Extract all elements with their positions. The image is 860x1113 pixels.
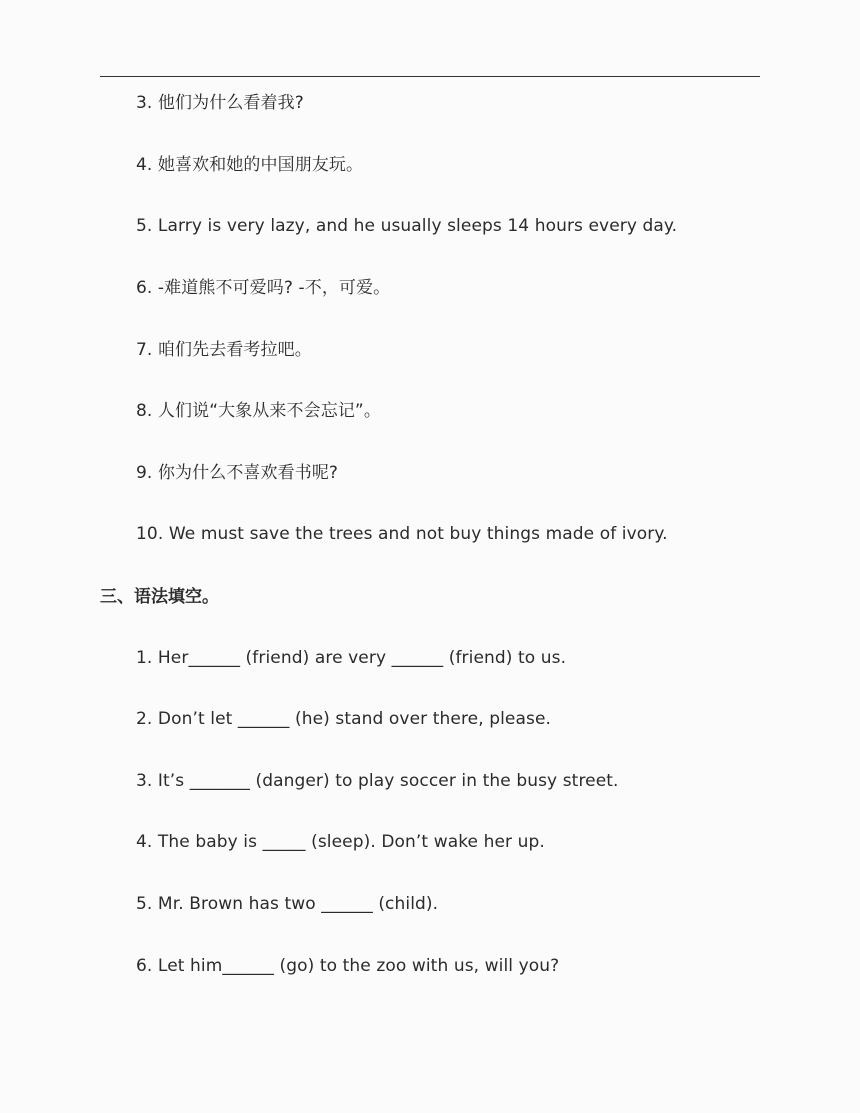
grammar-item-2: 2. Don’t let ______ (he) stand over there, please.	[136, 709, 552, 729]
translation-item-3: 3. 他们为什么看着我?	[136, 93, 304, 113]
grammar-item-4: 4. The baby is _____ (sleep). Don’t wake her up.	[136, 832, 545, 852]
translation-item-10: 10. We must save the trees and not buy things made of ivory.	[136, 524, 668, 544]
translation-item-6: 6. -难道熊不可爱吗? -不，可爱。	[136, 278, 391, 298]
translation-item-5: 5. Larry is very lazy, and he usually sleeps 14 hours every day.	[136, 216, 678, 236]
translation-item-7: 7. 咱们先去看考拉吧。	[136, 340, 312, 360]
translation-item-8: 8. 人们说“大象从来不会忘记”。	[136, 401, 381, 421]
section-heading: 三、语法填空。	[100, 587, 219, 607]
translation-item-9: 9. 你为什么不喜欢看书呢?	[136, 463, 339, 483]
top-divider	[100, 76, 760, 77]
translation-item-4: 4. 她喜欢和她的中国朋友玩。	[136, 155, 364, 175]
grammar-item-5: 5. Mr. Brown has two ______ (child).	[136, 894, 439, 914]
grammar-item-6: 6. Let him______ (go) to the zoo with us, will you?	[136, 956, 560, 976]
grammar-item-3: 3. It’s _______ (danger) to play soccer in the busy street.	[136, 771, 619, 791]
grammar-item-1: 1. Her______ (friend) are very ______ (friend) to us.	[136, 648, 567, 668]
